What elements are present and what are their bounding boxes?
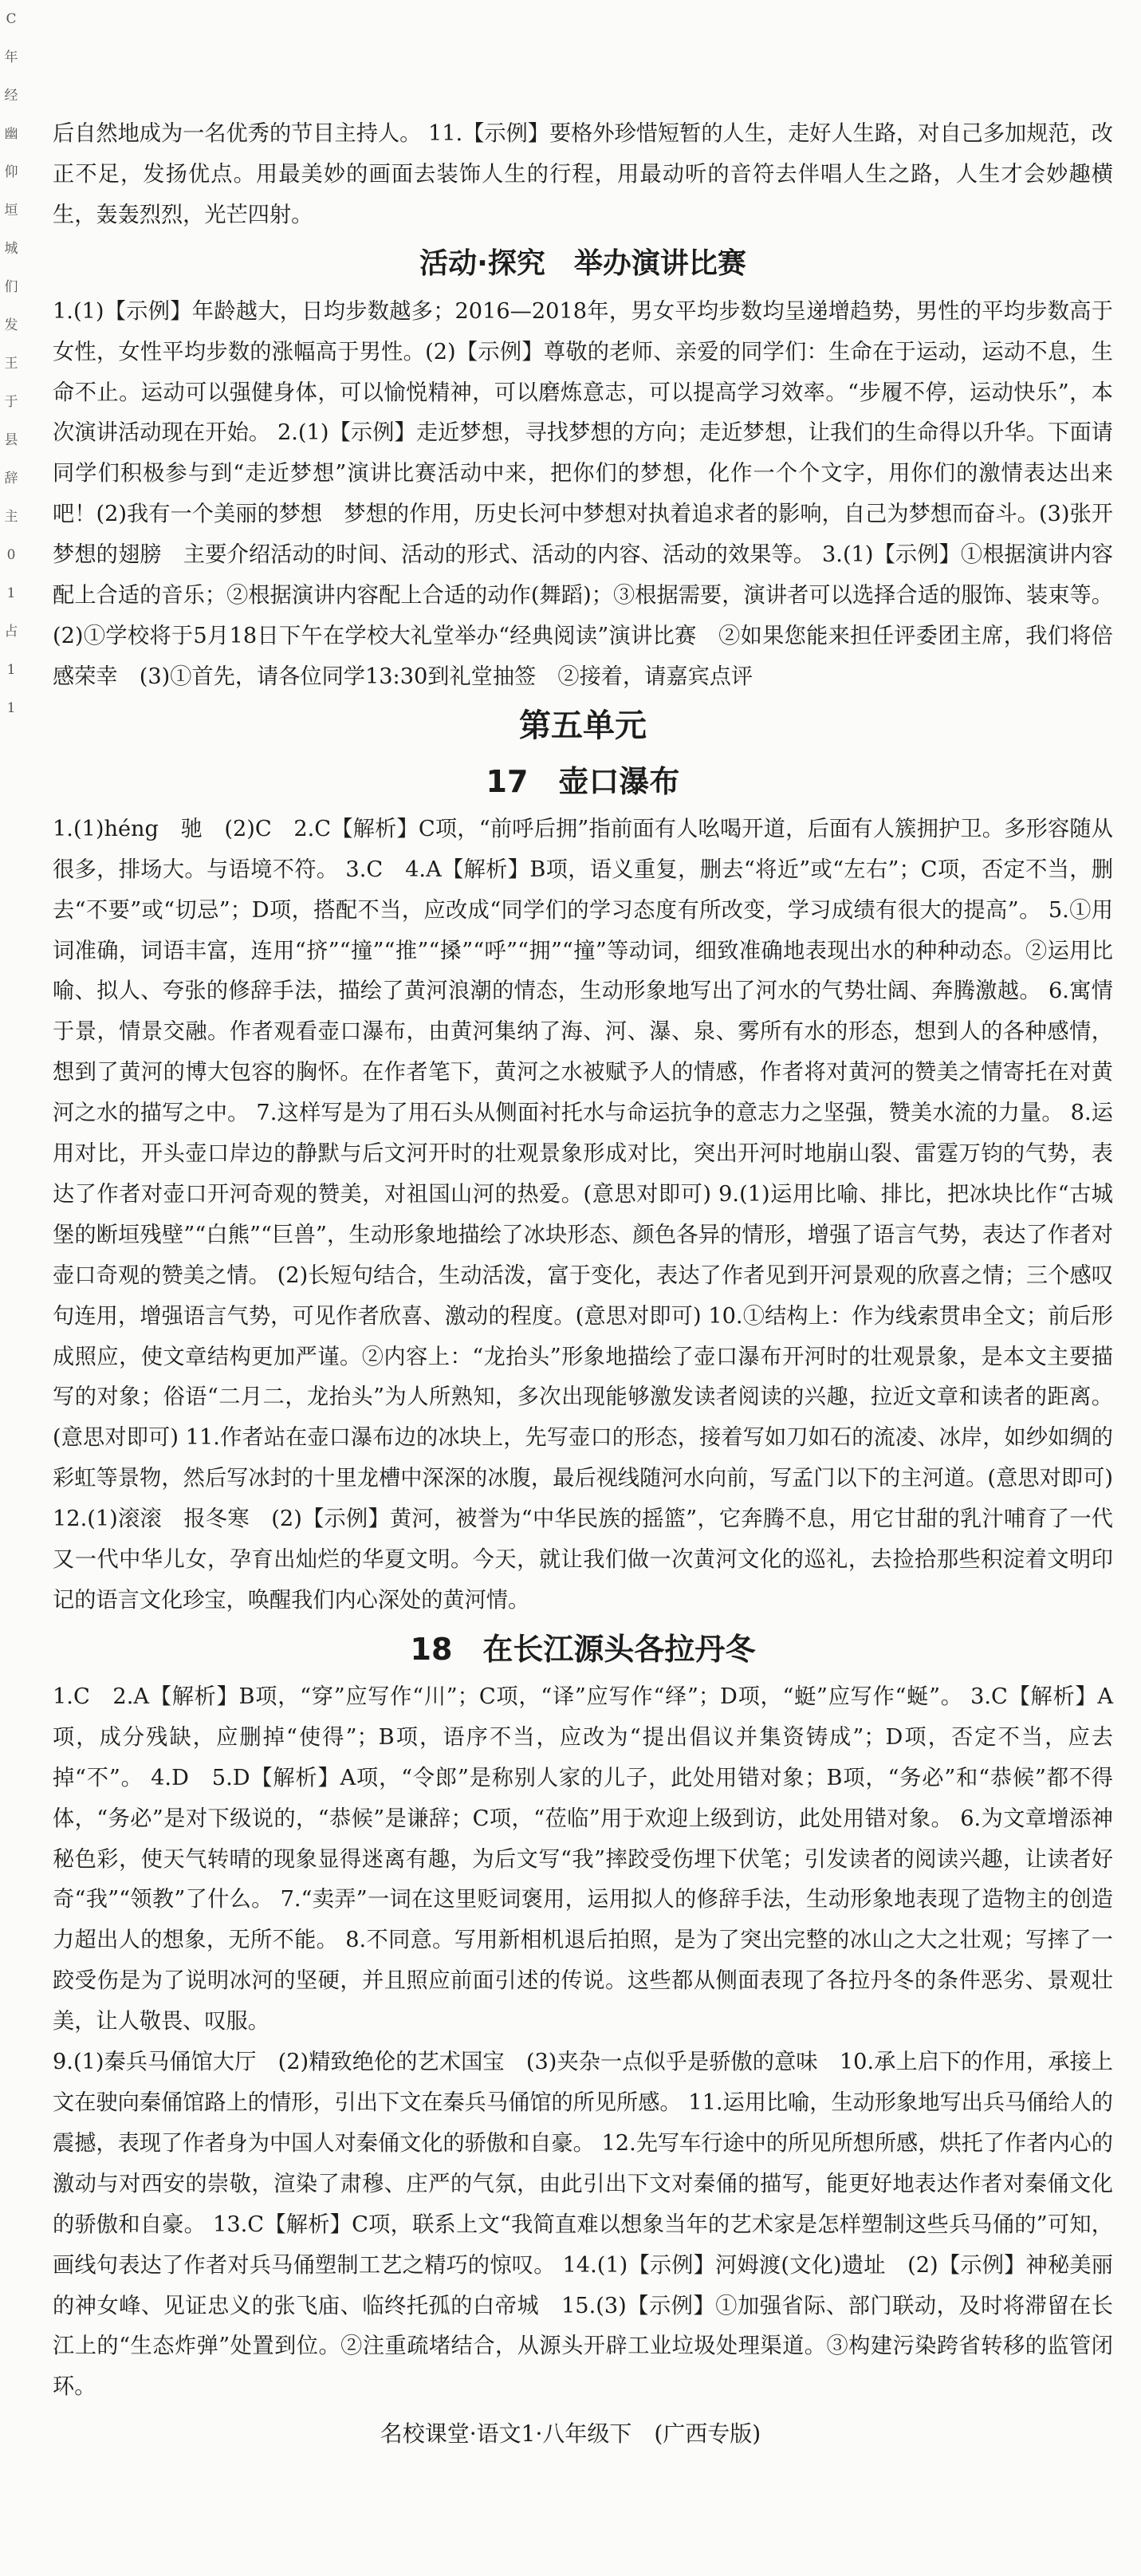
gutter-char: 于 — [4, 394, 18, 410]
answer-paragraph: 1.(1)【示例】年龄越大，日均步数越多；2016—2018年，男女平均步数均呈递增趋势，男性的平均步数高于女性，女性平均步数的涨幅高于男性。(2)【示例】尊敬的老师、亲爱的同学们：生命在于运动，运动不息，生命不止。运动可以强健身体，可以愉悦精神，可以磨炼意志，可以提高学习效率。“步履不停，运动快乐”，本次演讲活动现在开始。 2.(1)【示例】走近梦想，寻找梦想的方向；走近梦想，让我们的生命得以升华。下面请同学们积极参与到“走近梦想”演讲比赛活动中来，把你们的梦想，化作一个个文字，用你们的激情表达出来吧！(2)我有一个美丽的梦想 梦想的作用，历史长河中梦想对执着追求者的影响，自己为梦想而奋斗。(3)张开梦想的翅膀 主要介绍活动的时间、活动的形式、活动的内容、活动的效果等。 3.(1)【示例】①根据演讲内容配上合适的音乐；②根据演讲内容配上合适的动作(舞蹈)；③根据需要，演讲者可以选择合适的服饰、装束等。 (2)①学校将于5月18日下午在学校大礼堂举办“经典阅读”演讲比赛 ②如果您能来担任评委团主席，我们将倍感荣幸 (3)①首先，请各位同学13:30到礼堂抽签 ②接着，请嘉宾点评 — [53, 298, 1113, 689]
gutter-char: 发 — [4, 317, 18, 333]
gutter-char: 占 — [4, 624, 18, 640]
section-title: 18 在长江源头各拉丹冬 — [410, 1631, 756, 1667]
section-title: 活动·探究 举办演讲比赛 — [419, 246, 746, 280]
answer-paragraph: 后自然地成为一名优秀的节目主持人。 11.【示例】要格外珍惜短暂的人生，走好人生路，对自己多加规范，改正不足，发扬优点。用最美妙的画面去装饰人生的行程，用最动听的音符去伴唱人生之路，人生才会妙趣横生，轰轰烈烈，光芒四射。 — [53, 121, 1113, 227]
binding-margin — [0, 0, 22, 1196]
gutter-char: 王 — [4, 356, 18, 372]
gutter-char: 1 — [6, 585, 16, 601]
section-title: 第五单元 — [519, 707, 647, 744]
page-footer: 名校课堂·语文1·八年级下 (广西专版) — [380, 2420, 761, 2447]
gutter-char: 们 — [4, 279, 18, 295]
gutter-char: 垣 — [4, 203, 18, 219]
gutter-char: 年 — [4, 49, 18, 65]
gutter-char: 1 — [6, 662, 16, 678]
answer-paragraph: 1.(1)héng 驰 (2)C 2.C【解析】C项，“前呼后拥”指前面有人吆喝开道，后面有人簇拥护卫。多形容随从很多，排场大。与语境不符。 3.C 4.A【解析】B项，语义重复，删去“将近”或“左右”；C项，否定不当，删去“不要”或“切忌”；D项，搭配不当，应改成“同学们的学习态度有所改变，学习成绩有很大的提高”。 5.①用词准确，词语丰富，连用“挤”“撞”“推”“搡”“呼”“拥”“撞”等动词，细致准确地表现出水的种种动态。②运用比喻、拟人、夸张的修辞手法，描绘了黄河浪潮的情态，生动形象地写出了河水的气势壮阔、奔腾激越。 6.寓情于景，情景交融。作者观看壶口瀑布，由黄河集纳了海、河、瀑、泉、雾所有水的形态，想到人的各种感情，想到了黄河的博大包容的胸怀。在作者笔下，黄河之水被赋予人的情感，作者将对黄河的赞美之情寄托在对黄河之水的描写之中。 7.这样写是为了用石头从侧面衬托水与命运抗争的意志力之坚强，赞美水流的力量。 8.运用对比，开头壶口岸边的静默与后文河开时的壮观景象形成对比，突出开河时地崩山裂、雷霆万钧的气势，表达了作者对壶口开河奇观的赞美，对祖国山河的热爱。(意思对即可) 9.(1)运用比喻、排比，把冰块比作“古城堡的断垣残壁”“白熊”“巨兽”，生动形象地描绘了冰块形态、颜色各异的情形，增强了语言气势，表达了作者对壶口奇观的赞美之情。 (2)长短句结合，生动活泼，富于变化，表达了作者见到开河景观的欣喜之情；三个感叹句连用，增强语言气势，可见作者欣喜、激动的程度。(意思对即可) 10.①结构上：作为线索贯串全文；前后形成照应，使文章结构更加严谨。②内容上：“龙抬头”形象地描绘了壶口瀑布开河时的壮观景象，是本文主要描写的对象；俗语“二月二，龙抬头”为人所熟知，多次出现能够激发读者阅读的兴趣，拉近文章和读者的距离。(意思对即可) 11.作者站在壶口瀑布边的冰块上，先写壶口的形态，接着写如刀如石的流凌、冰岸，如纱如绸的彩虹等景物，然后写冰封的十里龙槽中深深的冰腹，最后视线随河水向前，写孟门以下的主河道。(意思对即可) 12.(1)滚滚 报冬寒 (2)【示例】黄河，被誉为“中华民族的摇篮”，它奔腾不息，用它甘甜的乳汁哺育了一代又一代中华儿女，孕育出灿烂的华夏文明。今天，就让我们做一次黄河文化的巡礼，去捡拾那些积淀着文明印记的语言文化珍宝，唤醒我们内心深处的黄河情。 — [53, 816, 1113, 1613]
answer-content — [53, 114, 1113, 2408]
gutter-char: 仰 — [4, 164, 18, 180]
gutter-char: 主 — [4, 509, 18, 525]
section-title: 17 壶口瀑布 — [486, 763, 680, 799]
gutter-char: 县 — [4, 432, 18, 448]
gutter-char: 1 — [6, 700, 16, 716]
gutter-char: 经 — [4, 88, 18, 104]
gutter-char: 幽 — [4, 126, 18, 142]
gutter-char: 辞 — [4, 471, 18, 486]
answer-paragraph: 9.(1)秦兵马俑馆大厅 (2)精致绝伦的艺术国宝 (3)夹杂一点似乎是骄傲的意味 10.承上启下的作用，承接上文在驶向秦俑馆路上的情形，引出下文在秦兵马俑馆的所见所感。 11.运用比喻，生动形象地写出兵马俑给人的震撼，表现了作者身为中国人对秦俑文化的骄傲和自豪。 12.先写车行途中的所见所想所感，烘托了作者内心的激动与对西安的崇敬，渲染了肃穆、庄严的气氛，由此引出下文对秦俑的描写，能更好地表达作者对秦俑文化的骄傲和自豪。 13.C【解析】C项，联系上文“我简直难以想象当年的艺术家是怎样塑制这些兵马俑的”可知，画线句表达了作者对兵马俑塑制工艺之精巧的惊叹。 14.(1)【示例】河姆渡(文化)遗址 (2)【示例】神秘美丽的神女峰、见证忠义的张飞庙、临终托孤的白帝城 15.(3)【示例】①加强省际、部门联动，及时将滞留在长江上的“生态炸弹”处置到位。②注重疏堵结合，从源头开辟工业垃圾处理渠道。③构建污染跨省转移的监管闭环。 — [53, 2050, 1113, 2400]
gutter-char: C — [6, 11, 17, 27]
gutter-char: 0 — [6, 547, 16, 563]
gutter-char: 城 — [4, 241, 18, 257]
answer-paragraph: 1.C 2.A【解析】B项，“穿”应写作“川”；C项，“译”应写作“绎”；D项，“蜓”应写作“蜒”。 3.C【解析】A项，成分残缺，应删掉“使得”；B项，语序不当，应改为“提出倡议并集资铸成”；D项，否定不当，应去掉“不”。 4.D 5.D【解析】A项，“令郎”是称别人家的儿子，此处用错对象；B项，“务必”和“恭候”都不得体，“务必”是对下级说的，“恭候”是谦辞；C项，“莅临”用于欢迎上级到访，此处用错对象。 6.为文章增添神秘色彩，使天气转晴的现象显得迷离有趣，为后文写“我”摔跤受伤埋下伏笔；引发读者的阅读兴趣，让读者好奇“我”“领教”了什么。 7.“卖弄”一词在这里贬词褒用，运用拟人的修辞手法，生动形象地表现了造物主的创造力超出人的想象，无所不能。 8.不同意。写用新相机退后拍照，是为了突出完整的冰山之大之壮观；写摔了一跤受伤是为了说明冰河的坚硬，并且照应前面引述的传说。这些都从侧面表现了各拉丹冬的条件恶劣、景观壮美，让人敬畏、叹服。 — [53, 1684, 1113, 2034]
